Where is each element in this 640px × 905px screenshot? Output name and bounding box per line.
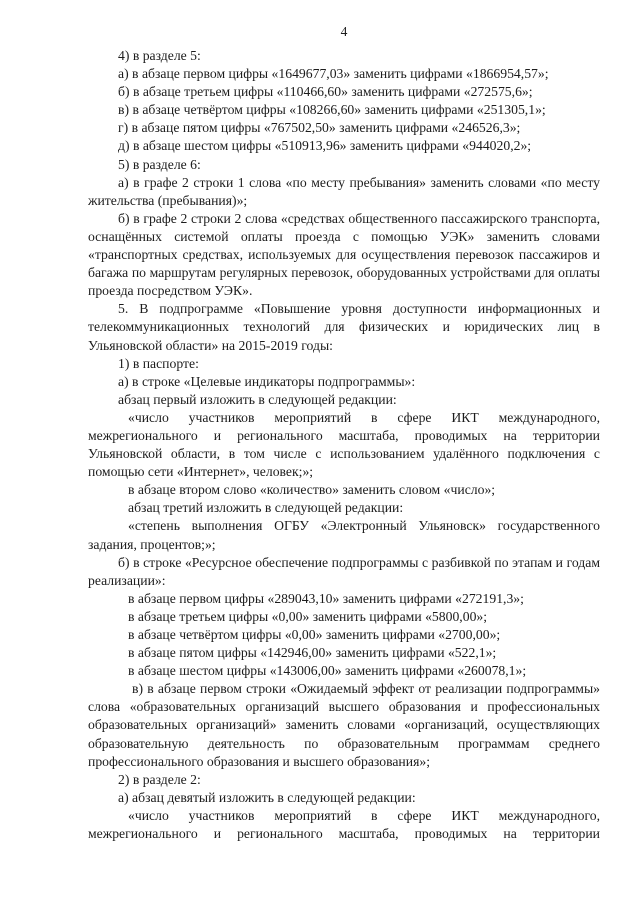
paragraph: в абзаце первом цифры «289043,10» заменить цифрами «272191,3»;: [128, 590, 524, 606]
paragraph: в абзаце четвёртом цифры «0,00» заменить цифрами «2700,00»;: [128, 627, 501, 642]
paragraph: 5) в разделе 6:: [118, 156, 201, 172]
paragraph: 2) в разделе 2:: [118, 771, 201, 787]
paragraph: в) в абзаце четвёртом цифры «108266,60» заменить цифрами «251305,1»;: [118, 102, 546, 118]
paragraph: 5. В подпрограмме «Повышение уровня доступности информационных и телекоммуникационных технологий для физических и юридических лиц в Ульяновской области» на 2015-2019 годы:: [88, 301, 600, 353]
paragraph: б) в абзаце третьем цифры «110466,60» заменить цифрами «272575,6»;: [118, 84, 533, 100]
paragraph: 1) в паспорте:: [118, 355, 199, 371]
paragraph: в абзаце третьем цифры «0,00» заменить цифрами «5800,00»;: [128, 608, 488, 624]
paragraph: «степень выполнения ОГБУ «Электронный Ульяновск» государственного задания, процентов;»;: [88, 518, 600, 552]
paragraph: «число участников мероприятий в сфере ИКТ международного, межрегионального и регионального масштаба, проводимых на территории: [88, 807, 600, 842]
paragraph: б) в графе 2 строки 2 слова «средствах общественного пассажирского транспорта, оснащённых системой оплаты проезда с помощью УЭК» заменить словами «транспортных средствах, используемых для осуществления перевозок пассажиров и багажа по маршрутам регулярных перевозок, оборудованных устройствами для оплаты проезда посредством УЭК».: [88, 210, 600, 299]
paragraph: в абзаце втором слово «количество» заменить словом «число»;: [128, 482, 496, 498]
paragraph: а) в абзаце первом цифры «1649677,03» заменить цифрами «1866954,57»;: [118, 66, 549, 82]
paragraph: д) в абзаце шестом цифры «510913,96» заменить цифрами «944020,2»;: [118, 138, 532, 154]
paragraph: в абзаце пятом цифры «142946,00» заменить цифрами «522,1»;: [128, 645, 497, 661]
page-number: 4: [340, 24, 348, 39]
paragraph: в абзаце шестом цифры «143006,00» заменить цифрами «260078,1»;: [128, 663, 527, 679]
paragraph: а) в графе 2 строки 1 слова «по месту пребывания» заменить словами «по месту жительства (пребывания)»;: [88, 174, 600, 208]
paragraph: б) в строке «Ресурсное обеспечение подпрограммы с разбивкой по этапам и годам реализации»:: [88, 554, 600, 588]
paragraph: а) в строке «Целевые индикаторы подпрограммы»:: [118, 373, 416, 389]
paragraph: г) в абзаце пятом цифры «767502,50» заменить цифрами «246526,3»;: [118, 120, 521, 136]
paragraph: в) в абзаце первом строки «Ожидаемый эффект от реализации подпрограммы» слова «образовательных организаций высшего образования и профессиональных образовательных организаций» заменить словами «организаций, осуществляющих образовательную деятельность по образовательным программам среднего профессионального образования и высшего образования»;: [88, 681, 600, 769]
paragraph: а) абзац девятый изложить в следующей редакции:: [118, 789, 416, 805]
paragraph: «число участников мероприятий в сфере ИКТ международного, межрегионального и регионального масштаба, проводимых на территории Ульяновской области, в том числе с использованием удалённого подключения с помощью сети «Интернет», человек;»;: [88, 409, 600, 480]
paragraph: 4) в разделе 5:: [118, 48, 201, 63]
document-body: [88, 47, 600, 843]
paragraph: абзац первый изложить в следующей редакции:: [118, 391, 397, 407]
paragraph: абзац третий изложить в следующей редакции:: [128, 500, 404, 516]
